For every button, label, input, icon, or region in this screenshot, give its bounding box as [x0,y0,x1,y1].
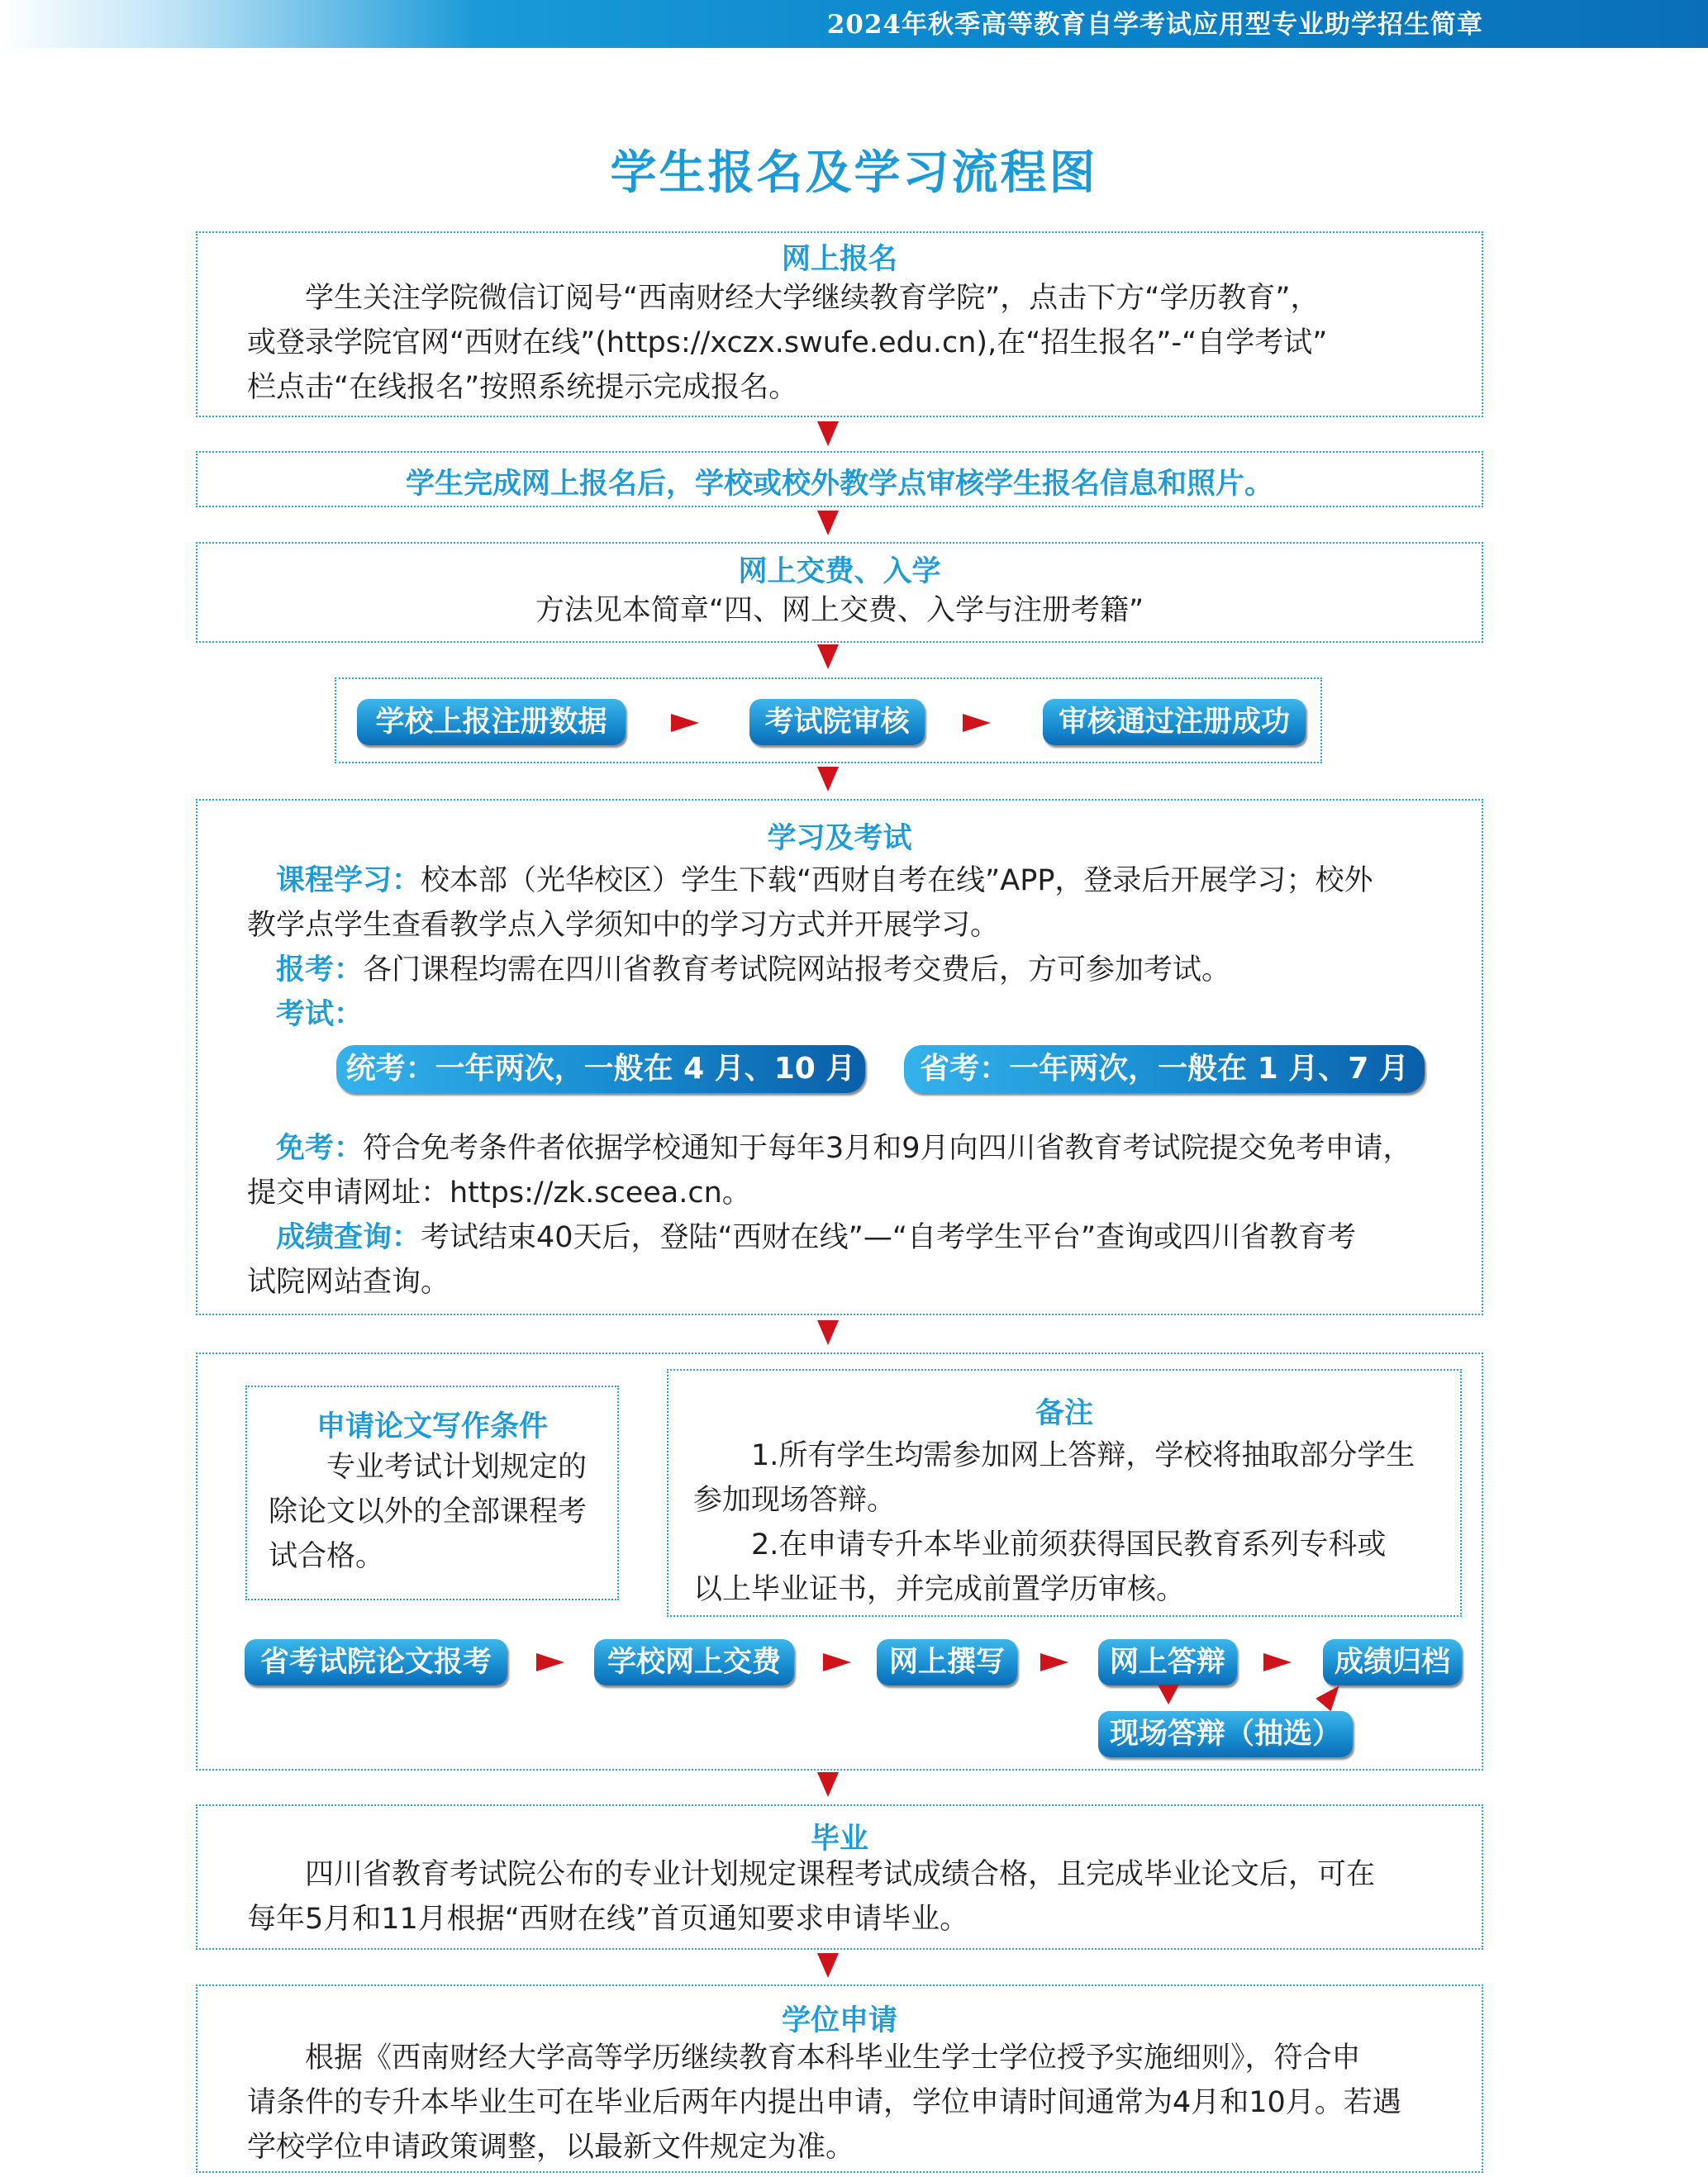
exam-national-badge: 统考：一年两次，一般在 4 月、10 月 [336,1045,865,1093]
online-signup-line-1: 学生关注学院微信订阅号“西南财经大学继续教育学院”，点击下方“学历教育”， [305,282,1320,315]
course-study-line-1 [276,858,1373,903]
course-study-label: 课程学习： [276,864,421,897]
review-box [196,451,1483,507]
graduation-box [196,1804,1483,1950]
flow-step-exam-review: 考试院审核 [749,699,925,745]
exempt-text: 符合免考条件者依据学校通知于每年3月和9月向四川省教育考试院提交免考申请， [363,1132,1412,1165]
graduation-line-2: 每年5月和11月根据“西财在线”首页通知要求申请毕业。 [247,1903,969,1936]
flow-arrow-down-icon [817,767,839,791]
flow-arrow-down-icon [817,1772,839,1797]
degree-box [196,1984,1483,2173]
flow-arrow-down-icon [817,1320,839,1345]
score-line-2: 试院网站查询。 [247,1266,450,1299]
course-study-line-2: 教学点学生查看教学点入学须知中的学习方式并开展学习。 [247,909,1000,942]
score-label: 成绩查询： [276,1221,421,1254]
exempt-label: 免考： [276,1132,364,1165]
thesis-step-payment: 学校网上交费 [594,1639,794,1685]
thesis-step-online-defense: 网上答辩 [1098,1639,1237,1685]
thesis-conditions-line-2: 除论文以外的全部课程考 [269,1495,588,1528]
thesis-conditions-line-3: 试合格。 [269,1540,385,1573]
flow-arrow-down-icon [817,644,839,669]
thesis-note-line-3: 2.在申请专升本毕业前须获得国民教育系列专科或 [751,1528,1387,1561]
degree-line-1: 根据《西南财经大学高等学历继续教育本科毕业生学士学位授予实施细则》，符合申 [305,2042,1361,2075]
exempt-line-2: 提交申请网址：https://zk.sceea.cn。 [247,1176,751,1210]
payment-title: 网上交费、入学 [738,555,941,588]
flow-arrow-down-icon [817,421,839,446]
thesis-notes-title: 备注 [1035,1397,1093,1430]
thesis-notes-box [667,1369,1462,1617]
flow-arrow-down-icon [817,511,839,535]
page-title: 学生报名及学习流程图 [610,146,1098,200]
flow-arrow-right-icon [823,1653,851,1671]
flow-step-registration-success: 审核通过注册成功 [1043,699,1306,745]
flow-arrow-right-icon [1263,1653,1292,1671]
degree-title: 学位申请 [781,2004,897,2037]
flow-arrow-right-icon [1040,1653,1068,1671]
signup-label: 报考： [276,953,364,986]
degree-line-3: 学校学位申请政策调整，以最新文件规定为准。 [247,2131,855,2164]
thesis-step-register: 省考试院论文报考 [245,1639,507,1685]
online-signup-title: 网上报名 [781,243,897,276]
thesis-step-writing: 网上撰写 [877,1639,1017,1685]
signup-text: 各门课程均需在四川省教育考试院网站报考交费后，方可参加考试。 [363,953,1231,986]
online-signup-line-2: 或登录学院官网“西财在线”(https://xczx.swufe.edu.cn),在“招生报名”-“自学考试” [247,326,1328,359]
thesis-note-line-4: 以上毕业证书，并完成前置学历审核。 [693,1573,1186,1606]
exam-label: 考试： [276,998,364,1031]
thesis-note-line-2: 参加现场答辩。 [693,1484,897,1517]
study-exam-box [196,799,1483,1315]
study-exam-title: 学习及考试 [767,822,912,855]
payment-text: 方法见本简章“四、网上交费、入学与注册考籍” [535,594,1144,627]
thesis-note-line-1: 1.所有学生均需参加网上答辩，学校将抽取部分学生 [751,1439,1415,1472]
flow-arrow-right-icon [671,714,699,732]
flow-arrow-right-icon [536,1653,564,1671]
online-signup-box [196,231,1483,417]
score-text: 考试结束40天后，登陆“西财在线”—“自考学生平台”查询或四川省教育考 [421,1221,1357,1254]
payment-box [196,542,1483,643]
thesis-step-onsite-defense: 现场答辩（抽选） [1098,1711,1353,1757]
flow-arrow-down-icon [817,1953,839,1978]
degree-line-2: 请条件的专升本毕业生可在毕业后两年内提出申请，学位申请时间通常为4月和10月。若遇 [247,2086,1401,2119]
thesis-conditions-title: 申请论文写作条件 [316,1410,548,1443]
flow-step-school-report: 学校上报注册数据 [357,699,626,745]
online-signup-line-3: 栏点击“在线报名”按照系统提示完成报名。 [247,371,798,404]
course-study-text: 校本部（光华校区）学生下载“西财自考在线”APP，登录后开展学习；校外 [421,864,1373,897]
review-text: 学生完成网上报名后，学校或校外教学点审核学生报名信息和照片。 [405,468,1273,501]
thesis-step-archive: 成绩归档 [1323,1639,1462,1685]
graduation-title: 毕业 [810,1823,868,1856]
registration-flow-box [335,677,1322,763]
flow-arrow-right-icon [963,714,991,732]
score-line-1 [276,1215,1356,1260]
graduation-line-1: 四川省教育考试院公布的专业计划规定课程考试成绩合格，且完成毕业论文后，可在 [305,1858,1376,1891]
exempt-line-1 [276,1126,1412,1171]
flow-arrow-down-icon [1158,1685,1179,1704]
thesis-conditions-line-1: 专业考试计划规定的 [326,1451,588,1484]
thesis-box [196,1352,1483,1771]
signup-line [276,948,1230,992]
exam-provincial-badge: 省考：一年两次，一般在 1 月、7 月 [904,1045,1425,1093]
thesis-conditions-box [245,1386,619,1600]
header-title: 2024年秋季高等教育自学考试应用型专业助学招生简章 [826,10,1483,40]
